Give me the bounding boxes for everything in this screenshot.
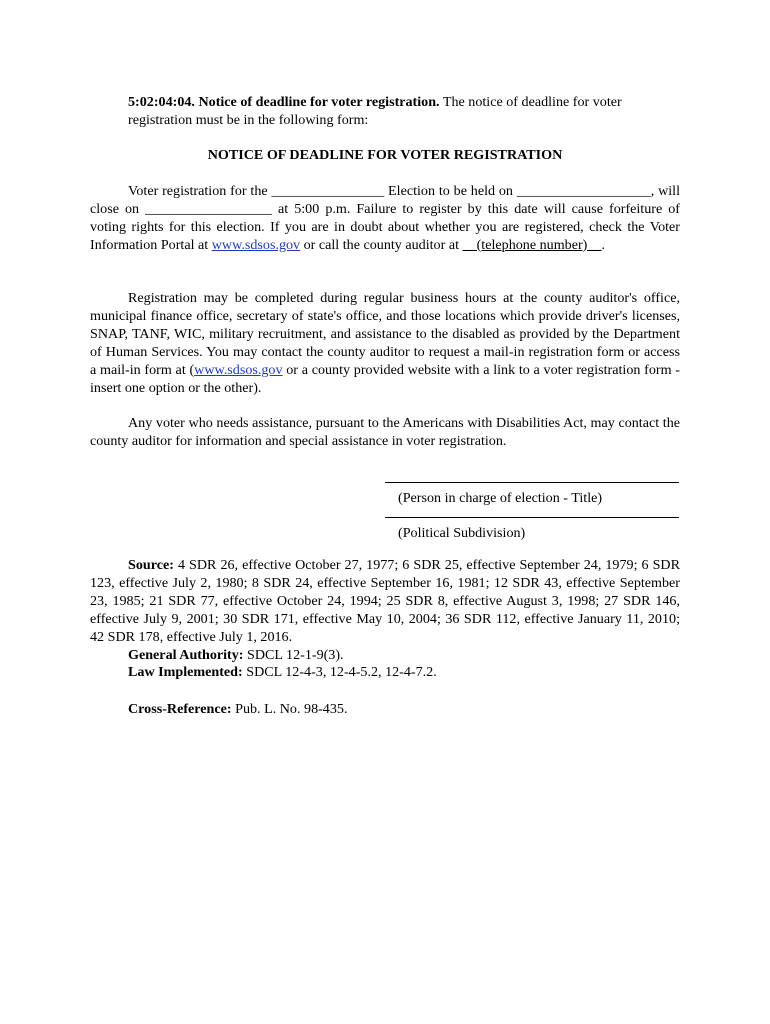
notice-paragraph-2	[90, 290, 680, 397]
political-subdivision-label: (Political Subdivision)	[398, 525, 526, 541]
telephone-number-blank: __(telephone number)__	[462, 236, 602, 253]
cross-reference-label: Cross-Reference:	[128, 701, 232, 717]
source-text: 4 SDR 26, effective October 27, 1977; 6 SDR 25, effective September 24, 1979; 6 SDR 123, effective July 2, 1980; 8 SDR 24, effective September 16, 1981; 12 SDR 43, effective September 23, 1985; 21 SDR 77, effective October 24, 1994; 25 SDR 8, effective August 3, 1998; 27 SDR 146, effective July 9, 2001; 30 SDR 171, effective May 10, 2004; 36 SDR 112, effective January 11, 2010; 42 SDR 178, effective July 1, 2016.	[90, 557, 680, 645]
notice-paragraph-3	[90, 415, 680, 451]
rule-intro-text-2: registration must be in the following form:	[128, 111, 369, 128]
source-block	[90, 557, 680, 682]
notice-heading-block	[90, 147, 680, 165]
law-implemented-text: SDCL 12-4-3, 12-4-5.2, 12-4-7.2.	[246, 664, 437, 681]
notice-p1-end: .	[601, 236, 605, 253]
sdsos-link[interactable]: www.sdsos.gov	[211, 236, 301, 253]
notice-p2-text-2: or a county provided website with a link to a voter registration form - insert one option or the other).	[90, 361, 680, 396]
notice-heading: NOTICE OF DEADLINE FOR VOTER REGISTRATION	[207, 147, 563, 163]
rule-intro	[90, 94, 680, 130]
law-implemented-label: Law Implemented:	[128, 664, 243, 681]
rule-heading-block	[90, 94, 680, 130]
signature-line-2	[385, 517, 679, 518]
general-authority-label: General Authority:	[128, 646, 244, 663]
notice-p3-text: Any voter who needs assistance, pursuant to the Americans with Disabilities Act, may contact the county auditor for information and special assistance in voter registration.	[90, 415, 680, 449]
rule-intro-text: The notice of deadline for voter	[442, 94, 622, 110]
signature-block-subdivision	[385, 517, 679, 543]
rule-title: Notice of deadline for voter registration.	[198, 94, 440, 110]
cross-reference-block	[90, 701, 680, 719]
signature-line	[385, 482, 679, 483]
notice-paragraph-1	[90, 183, 680, 255]
signature-block-title	[385, 482, 679, 508]
notice-p1-text: Voter registration for the ________________ Election to be held on ___________________, will close on __________________ at 5:00 p.m. Failure to register by this date will cause forfeiture of voting rights for this election. If you are in doubt about whether you are registered, check the Voter Information Portal at	[90, 183, 680, 253]
person-in-charge-label: (Person in charge of election - Title)	[398, 490, 603, 506]
source-label: Source:	[128, 557, 174, 573]
rule-number: 5:02:04:04.	[128, 94, 195, 110]
general-authority-text: SDCL 12-1-9(3).	[247, 646, 344, 663]
notice-p1-text-2: or call the county auditor at	[300, 236, 463, 253]
notice-p2-text: Registration may be completed during regular business hours at the county auditor's office, municipal finance office, secretary of state's office, and those locations which provide driver's licenses, SNAP, TANF, WIC, military recruitment, and assistance to the disabled as provided by the Department of Human Services. You may contact the county auditor to request a mail-in registration form or access a mail-in form at (	[90, 290, 680, 378]
sdsos-link-2[interactable]: www.sdsos.gov	[194, 361, 283, 378]
cross-reference-text: Pub. L. No. 98-435.	[235, 701, 348, 717]
